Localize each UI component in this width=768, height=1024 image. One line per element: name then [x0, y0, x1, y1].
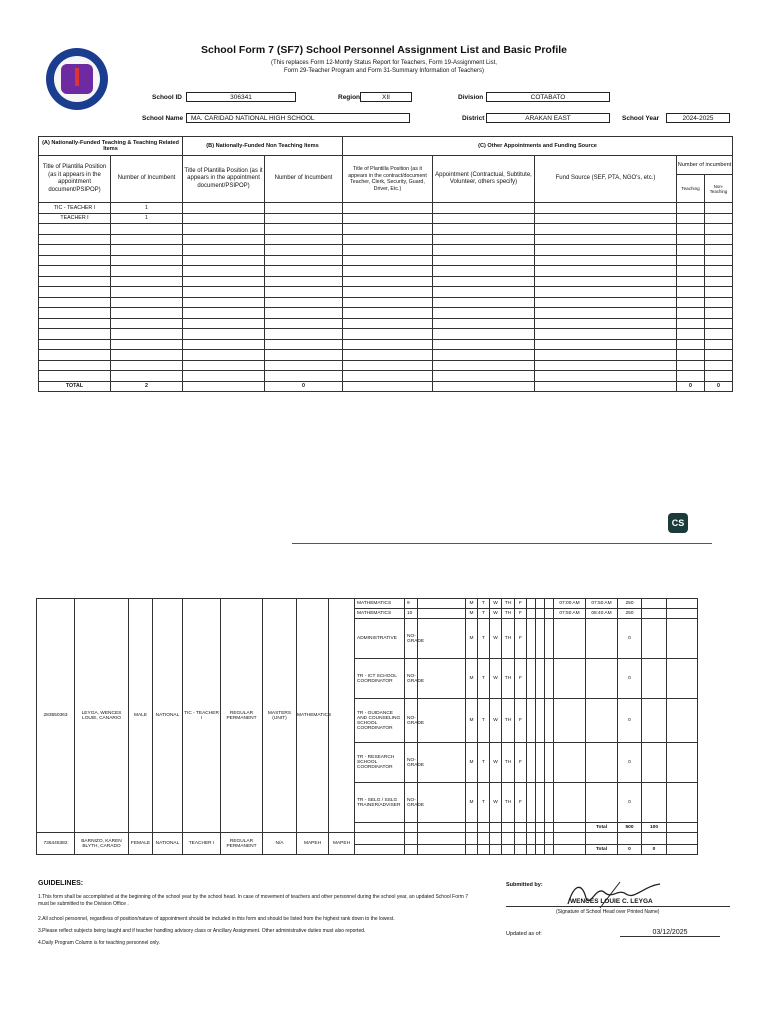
form-subtitle-2: Form 29-Teacher Program and Form 31-Summary Information of Teachers) — [284, 68, 484, 74]
section-a-header: (A) Nationally-Funded Teaching & Teaching Related Items — [39, 137, 183, 156]
employee-major: MATHEMATICS — [297, 599, 329, 833]
signature-line — [506, 906, 730, 907]
minutes-cell: 0 — [618, 783, 642, 823]
region-field[interactable]: XII — [360, 92, 412, 102]
personnel-detail-table — [36, 598, 698, 855]
updated-date: 03/12/2025 — [620, 929, 720, 937]
subject-cell: TR - RESEARCH SCHOOL COORDINATOR — [355, 743, 405, 783]
total-b: 0 — [265, 381, 343, 392]
time-to-cell: 07:50 AM — [586, 599, 618, 609]
employee-fund: NATIONAL — [153, 599, 183, 833]
day-cell: F — [515, 599, 527, 609]
plantilla-title-cell: TIC - TEACHER I — [39, 203, 111, 214]
total-row — [39, 381, 733, 392]
subject-cell: TR - SELG / SSLG TRAINER/ADVISER — [355, 783, 405, 823]
guideline-2: 2.All school personnel, regardless of position/nature of appointment should be included in this form and should be listed from the highest rank down to the lowest. — [38, 916, 395, 922]
school-year-label: School Year — [622, 115, 660, 122]
grade-cell: NO-GRADE — [405, 699, 418, 743]
col-teaching: Teaching — [677, 175, 705, 203]
day-cell: F — [515, 699, 527, 743]
day-cell: M — [466, 743, 478, 783]
updated-label: Updated as of: — [506, 931, 542, 937]
employee-name: LEYGA, WENCES LOUIE, CANARIO — [75, 599, 129, 833]
day-cell: M — [466, 659, 478, 699]
minutes-cell: 0 — [618, 619, 642, 659]
subject-cell: ADMINISTRATIVE — [355, 619, 405, 659]
school-name-field[interactable]: MA. CARIDAD NATIONAL HIGH SCHOOL — [186, 113, 410, 123]
school-year-field[interactable]: 2024-2025 — [666, 113, 730, 123]
col-num-a: Number of Incumbent — [111, 156, 183, 203]
minutes-cell: 250 — [618, 599, 642, 609]
total-a: 2 — [111, 381, 183, 392]
day-cell: TH — [502, 743, 515, 783]
schedule-row — [37, 599, 698, 609]
day-cell: T — [478, 609, 490, 619]
day-cell: T — [478, 783, 490, 823]
personnel-summary-table — [38, 136, 733, 392]
day-cell: F — [515, 783, 527, 823]
section-b-header: (B) Nationally-Funded Non Teaching Items — [183, 137, 343, 156]
col-num-b: Number of Incumbent — [265, 156, 343, 203]
day-cell: TH — [502, 659, 515, 699]
employee-id: 736445382 — [37, 833, 75, 855]
grade-cell: NO-GRADE — [405, 659, 418, 699]
signature-caption: (Signature of School Head over Printed Name) — [556, 909, 660, 915]
employee-fund: NATIONAL — [153, 833, 183, 855]
day-cell: W — [490, 609, 502, 619]
time-to-cell — [586, 659, 618, 699]
total-extra: 100 — [642, 823, 667, 833]
time-from-cell: 07:50 AM — [554, 609, 586, 619]
submitted-by-label: Submitted by: — [506, 882, 543, 888]
day-cell: M — [466, 783, 478, 823]
minutes-cell: 0 — [618, 743, 642, 783]
day-cell: F — [515, 609, 527, 619]
section-c-header: (C) Other Appointments and Funding Source — [343, 137, 733, 156]
time-to-cell — [586, 783, 618, 823]
employee-position: TIC - TEACHER I — [183, 599, 221, 833]
time-from-cell — [554, 743, 586, 783]
employee-sex: FEMALE — [129, 833, 153, 855]
day-cell: W — [490, 699, 502, 743]
page-divider — [292, 543, 712, 544]
subject-cell: MATHEMATICS — [355, 599, 405, 609]
day-cell: M — [466, 619, 478, 659]
day-cell: TH — [502, 619, 515, 659]
col-title-a: Title of Plantilla Position (as it appears in the appointment document/PSIPOP) — [39, 156, 111, 203]
deped-seal — [46, 48, 108, 110]
grade-cell: NO-GRADE — [405, 619, 418, 659]
guideline-4: 4.Daily Program Column is for teaching personnel only. — [38, 940, 160, 946]
subject-cell: TR - ICT SCHOOL COORDINATOR — [355, 659, 405, 699]
grade-cell: NO-GRADE — [405, 783, 418, 823]
day-cell: W — [490, 659, 502, 699]
col-fund-source: Fund Source (SEF, PTA, NGO's, etc.) — [535, 156, 677, 203]
col-appointment: Appointment (Contractual, Subtitute, Volunteer, others specify) — [433, 156, 535, 203]
grade-cell: NO-GRADE — [405, 743, 418, 783]
time-from-cell — [554, 699, 586, 743]
day-cell: F — [515, 659, 527, 699]
day-cell: TH — [502, 609, 515, 619]
time-to-cell: 08:40 AM — [586, 609, 618, 619]
grade-cell: 10 — [405, 609, 418, 619]
minutes-cell: 0 — [618, 699, 642, 743]
subject-cell: TR - GUIDANCE AND COUNSELING SCHOOL COORDINATOR — [355, 699, 405, 743]
time-to-cell — [586, 619, 618, 659]
grade-cell: 9 — [405, 599, 418, 609]
employee-minor: MAPEH — [329, 833, 355, 855]
day-cell: TH — [502, 599, 515, 609]
guidelines-heading: GUIDELINES: — [38, 880, 84, 887]
time-from-cell — [554, 659, 586, 699]
day-cell: TH — [502, 783, 515, 823]
signatory-name: WENCES LOUIE C. LEYGA — [570, 898, 653, 905]
employee-status: REGULAR PERMANENT — [221, 833, 263, 855]
day-cell: T — [478, 699, 490, 743]
guideline-3: 3.Please reflect subjects being taught and if teacher handling advisory class or Ancillary Assignment. Other administrative duties must also reported. — [38, 928, 366, 934]
day-cell: M — [466, 609, 478, 619]
division-field[interactable]: COTABATO — [486, 92, 610, 102]
time-from-cell: 07:00 AM — [554, 599, 586, 609]
form-subtitle-1: (This replaces Form 12-Montly Status Report for Teachers, Form 19-Assignment List, — [271, 60, 497, 66]
day-cell: TH — [502, 699, 515, 743]
minutes-cell: 0 — [618, 659, 642, 699]
employee-degree: N/A — [263, 833, 297, 855]
division-label: Division — [458, 94, 484, 101]
day-cell: M — [466, 599, 478, 609]
time-to-cell — [586, 699, 618, 743]
col-num-c: Number of incumbent — [677, 156, 733, 175]
incumbent-count-cell: 1 — [111, 213, 183, 224]
employee-sex: MALE — [129, 599, 153, 833]
employee-id: 283550363 — [37, 599, 75, 833]
table-row — [39, 213, 733, 224]
day-cell: T — [478, 659, 490, 699]
total-label: Total — [586, 845, 618, 855]
total-label: TOTAL — [39, 381, 111, 392]
employee-name: BARNIZO, KAREN BLYTH, CARADO — [75, 833, 129, 855]
col-title-c: Title of Plantilla Position (as it appears in the contract/document Teacher, Clerk, Security, Guard, Driver, Etc.) — [343, 156, 433, 203]
time-from-cell — [554, 619, 586, 659]
employee-status: REGULAR PERMANENT — [221, 599, 263, 833]
day-cell: T — [478, 619, 490, 659]
total-teaching: 0 — [677, 381, 705, 392]
camscanner-badge: CS — [668, 513, 688, 533]
school-name-label: School Name — [142, 115, 184, 122]
day-cell: M — [466, 699, 478, 743]
time-to-cell — [586, 743, 618, 783]
total-minutes: 500 — [618, 823, 642, 833]
day-cell: T — [478, 599, 490, 609]
district-field[interactable]: ARAKAN EAST — [486, 113, 610, 123]
subject-cell: MATHEMATICS — [355, 609, 405, 619]
total-nonteaching: 0 — [705, 381, 733, 392]
employee-degree: MASTERS (UNIT) — [263, 599, 297, 833]
total-extra: 0 — [642, 845, 667, 855]
employee-major: MAPEH — [297, 833, 329, 855]
total-label: Total — [586, 823, 618, 833]
school-id-field[interactable]: 306341 — [186, 92, 296, 102]
day-cell: T — [478, 743, 490, 783]
day-cell: W — [490, 783, 502, 823]
day-cell: W — [490, 599, 502, 609]
employee-position: TEACHER I — [183, 833, 221, 855]
plantilla-title-cell: TEACHER I — [39, 213, 111, 224]
incumbent-count-cell: 1 — [111, 203, 183, 214]
district-label: District — [462, 115, 485, 122]
total-minutes: 0 — [618, 845, 642, 855]
form-title: School Form 7 (SF7) School Personnel Assignment List and Basic Profile — [200, 44, 567, 56]
day-cell: W — [490, 619, 502, 659]
col-title-b: Title of Plantilla Position (as it appears in the appointment document/PSIPOP) — [183, 156, 265, 203]
time-from-cell — [554, 783, 586, 823]
region-label: Region — [338, 94, 361, 101]
table-row — [39, 203, 733, 214]
school-id-label: School ID — [152, 94, 182, 101]
col-nonteaching: Non-Teaching — [705, 175, 733, 203]
day-cell: F — [515, 619, 527, 659]
minutes-cell: 250 — [618, 609, 642, 619]
employee-row — [37, 833, 698, 845]
day-cell: W — [490, 743, 502, 783]
day-cell: F — [515, 743, 527, 783]
guideline-1: 1.This form shall be accomplished at the beginning of the school year by the school head. In case of movement of teachers and other personnel during the school year, an updated School Form 7 must be submitted to the Division Office . — [38, 894, 468, 907]
